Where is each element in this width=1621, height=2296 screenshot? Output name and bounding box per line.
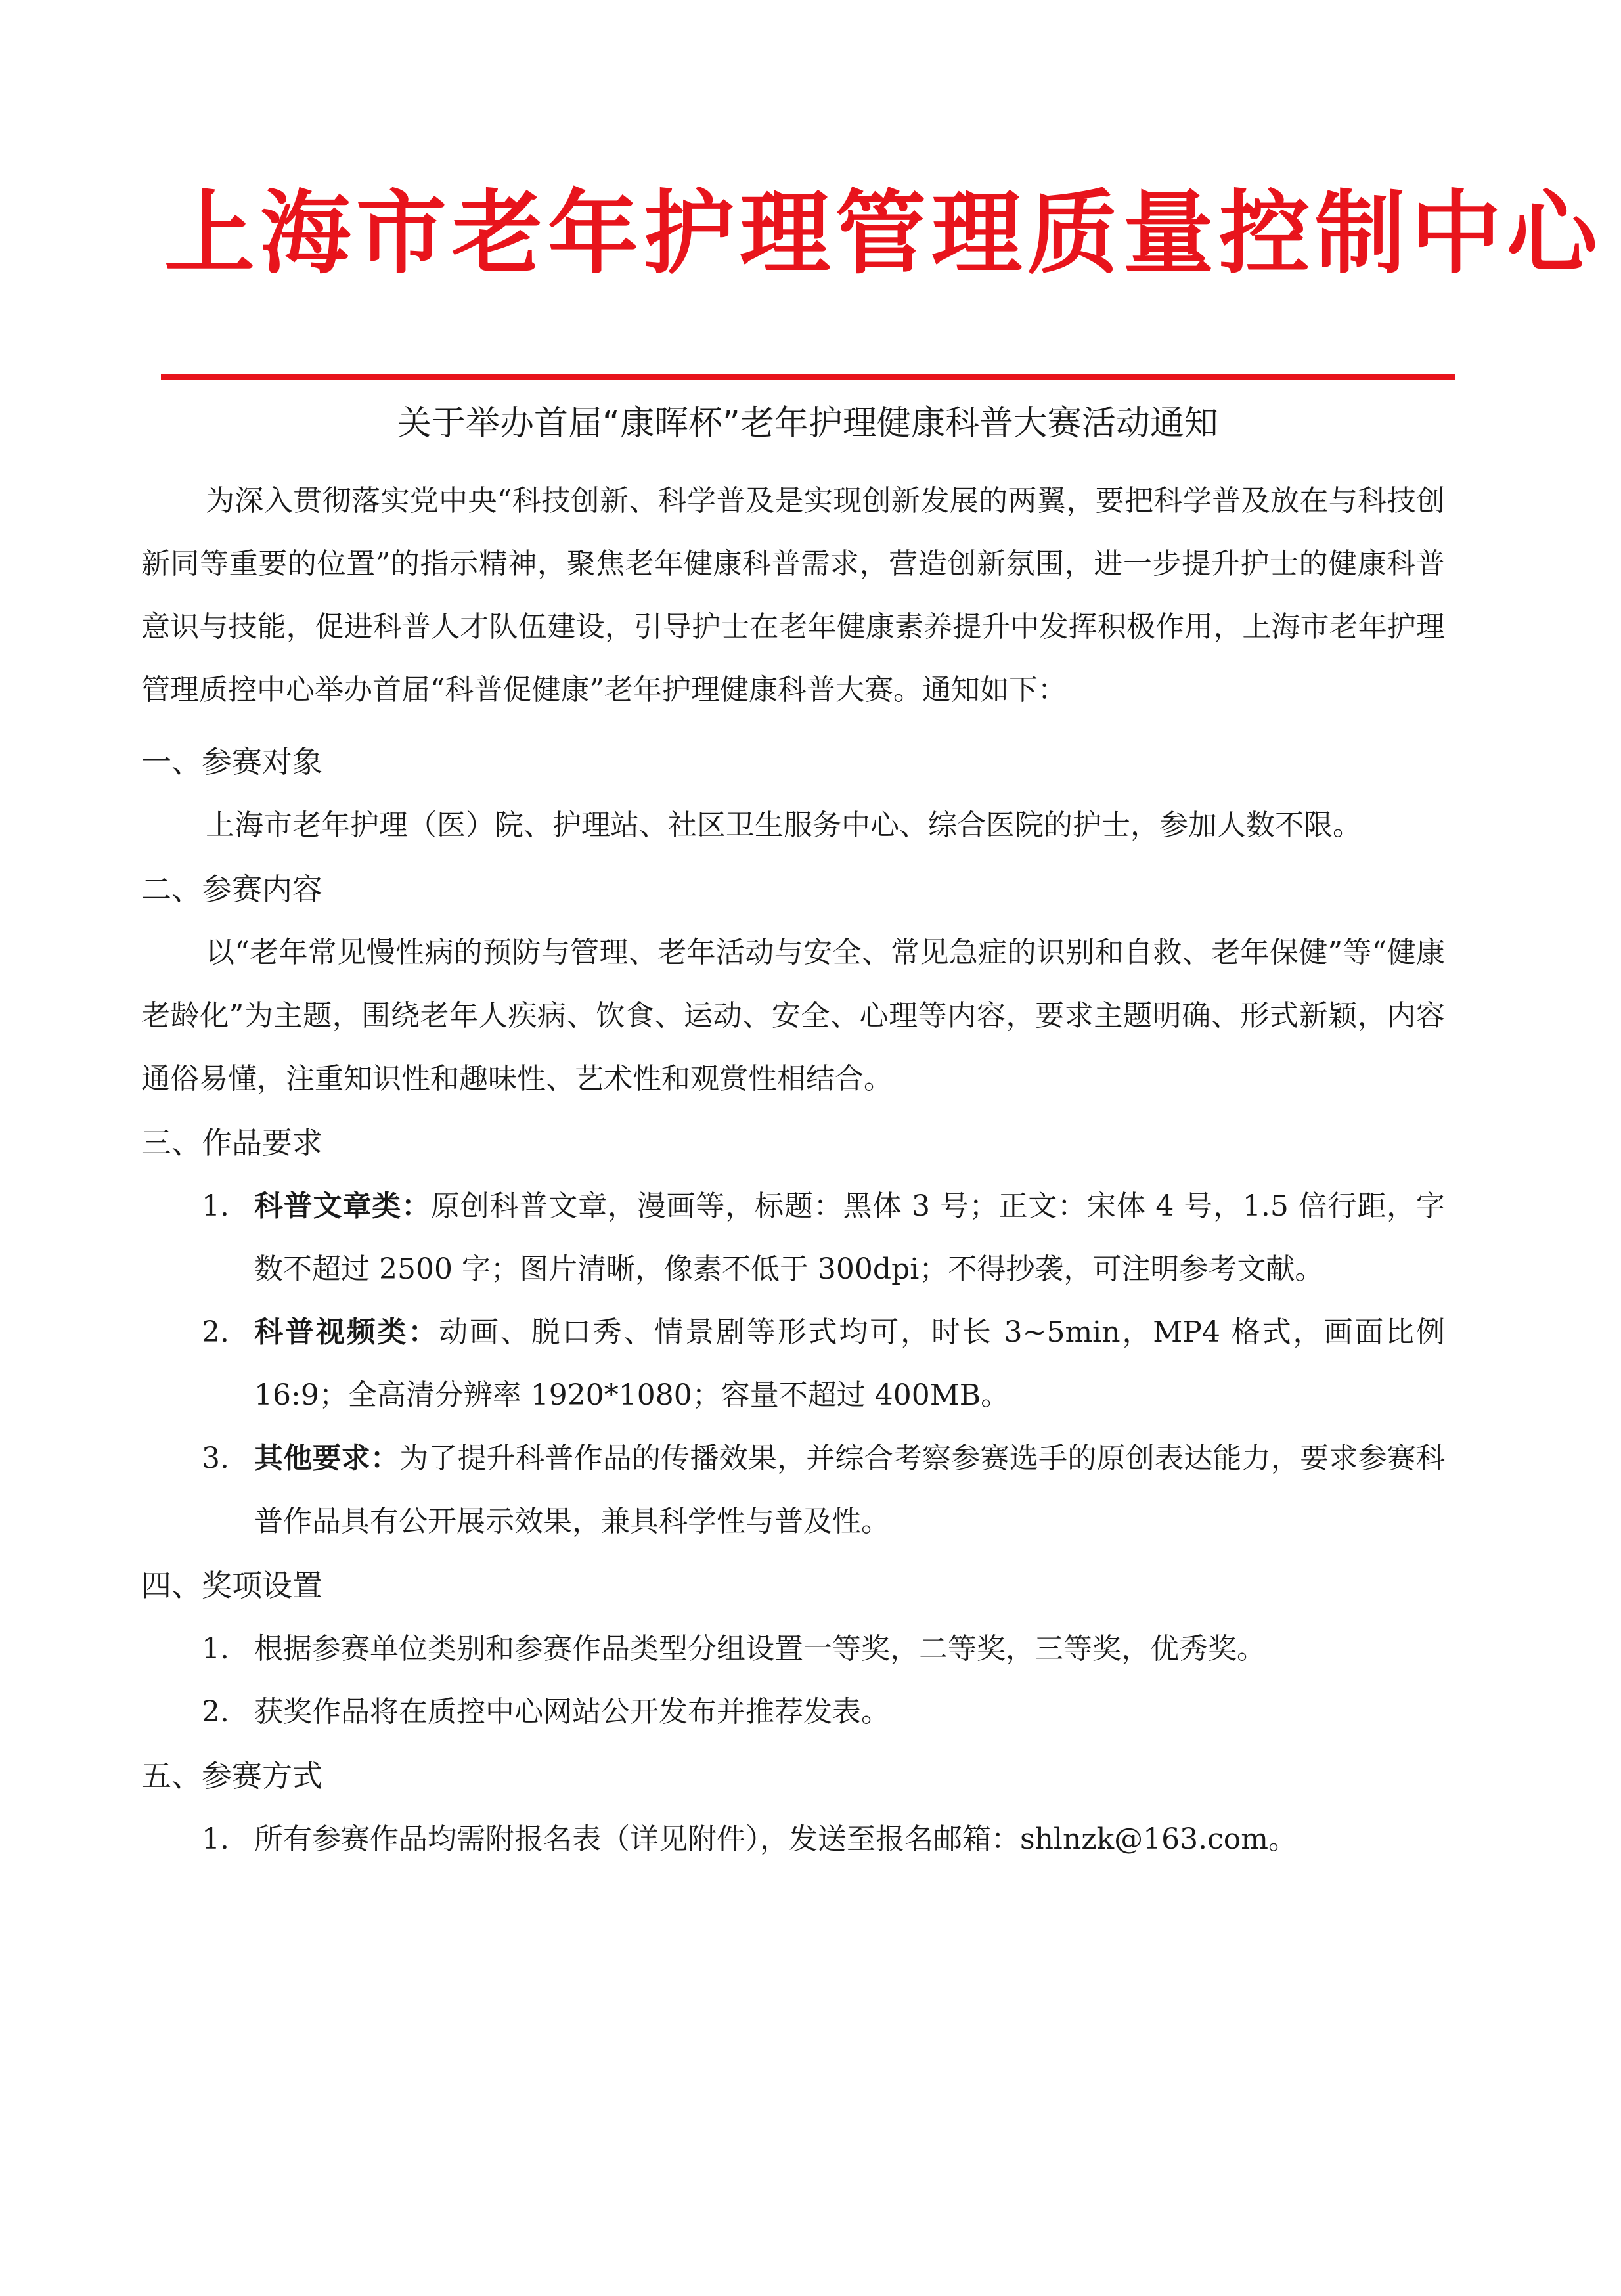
section-heading-requirements: 三、作品要求 — [141, 1125, 322, 1160]
list-number: 1. — [202, 1822, 229, 1856]
list-number: 1. — [202, 1632, 229, 1666]
list-item — [141, 1301, 1445, 1427]
list-item — [141, 1681, 1445, 1744]
list-item-text: 为了提升科普作品的传播效果，并综合考察参赛选手的原创表达能力，要求参赛科普作品具有公开展示效果，兼具科学性与普及性。 — [254, 1442, 1445, 1538]
participants-paragraph: 上海市老年护理（医）院、护理站、社区卫生服务中心、综合医院的护士，参加人数不限。 — [206, 808, 1362, 842]
list-item — [141, 1808, 1445, 1871]
list-number: 2. — [202, 1315, 229, 1349]
list-item-label: 其他要求： — [254, 1442, 400, 1475]
list-item-text: 所有参赛作品均需附报名表（详见附件），发送至报名邮箱：shlnzk@163.com。 — [254, 1822, 1297, 1856]
list-number: 1. — [202, 1189, 229, 1223]
list-item-label: 科普视频类： — [254, 1315, 439, 1349]
list-number: 2. — [202, 1695, 229, 1729]
organization-letterhead: 上海市老年护理管理质量控制中心 — [164, 179, 1603, 286]
section-heading-awards: 四、奖项设置 — [141, 1568, 322, 1603]
section-heading-participants: 一、参赛对象 — [141, 744, 322, 780]
document-body — [141, 470, 1445, 1871]
section-heading-content: 二、参赛内容 — [141, 872, 322, 907]
list-item-text: 根据参赛单位类别和参赛作品类型分组设置一等奖，二等奖，三等奖，优秀奖。 — [254, 1632, 1266, 1666]
intro-paragraph: 为深入贯彻落实党中央“科技创新、科学普及是实现创新发展的两翼，要把科学普及放在与科技创新同等重要的位置”的指示精神，聚焦老年健康科普需求，营造创新氛围，进一步提升护士的健康科普意识与技能，促进科普人才队伍建设，引导护士在老年健康素养提升中发挥积极作用，上海市老年护理管理质控中心举办首届“科普促健康”老年护理健康科普大赛。通知如下： — [141, 484, 1445, 707]
section-heading-method: 五、参赛方式 — [141, 1758, 322, 1794]
list-number: 3. — [202, 1442, 229, 1475]
list-item — [141, 1427, 1445, 1553]
content-paragraph: 以“老年常见慢性病的预防与管理、老年活动与安全、常见急症的识别和自救、老年保健”等“健康老龄化”为主题，围绕老年人疾病、饮食、运动、安全、心理等内容，要求主题明确、形式新颖，内容通俗易懂，注重知识性和趣味性、艺术性和观赏性相结合。 — [141, 936, 1445, 1095]
list-item-text: 原创科普文章，漫画等，标题：黑体 3 号；正文：宋体 4 号，1.5 倍行距，字数不超过 2500 字；图片清晰，像素不低于 300dpi；不得抄袭，可注明参考文献。 — [254, 1189, 1445, 1286]
list-item-text: 获奖作品将在质控中心网站公开发布并推荐发表。 — [254, 1695, 890, 1729]
list-item-text: 动画、脱口秀、情景剧等形式均可，时长 3~5min，MP4 格式，画面比例 16:9；全高清分辨率 1920*1080；容量不超过 400MB。 — [254, 1315, 1445, 1412]
notice-title: 关于举办首届“康晖杯”老年护理健康科普大赛活动通知 — [397, 404, 1218, 443]
list-item — [141, 1175, 1445, 1301]
list-item — [141, 1618, 1445, 1681]
list-item-label: 科普文章类： — [254, 1189, 431, 1223]
letterhead-divider — [161, 374, 1455, 380]
